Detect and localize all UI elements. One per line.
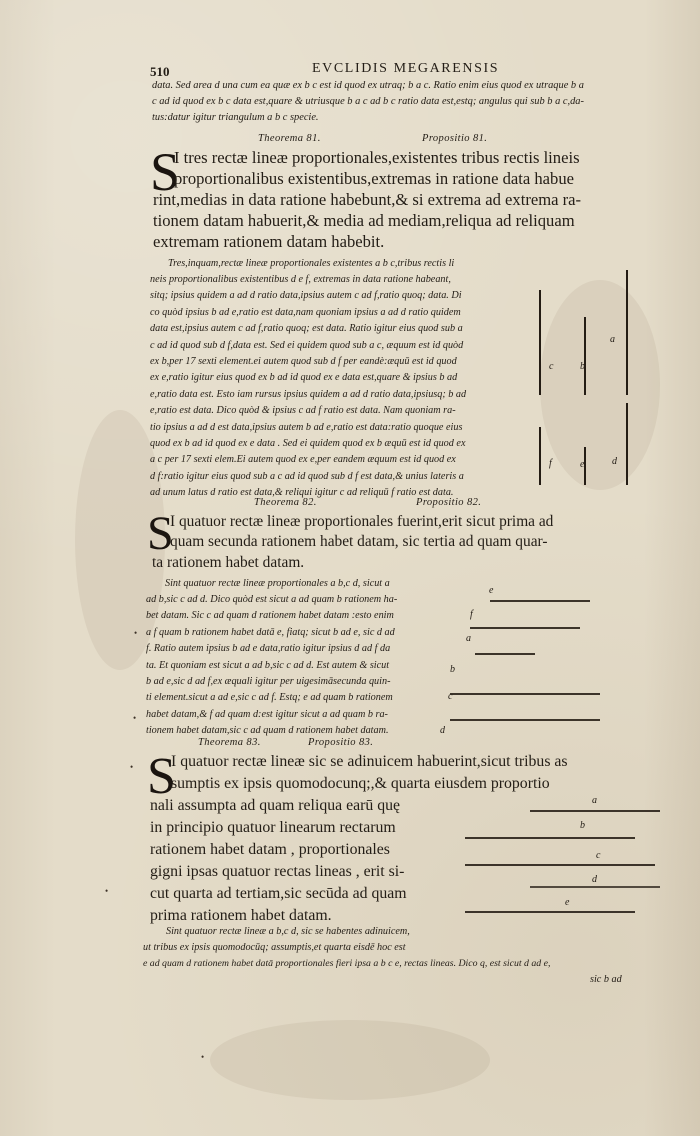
figure-proposition-83 (455, 795, 665, 915)
intro-paragraph (152, 78, 584, 127)
statement-line: ta rationem habet datam. (152, 554, 305, 571)
margin-dot: • (201, 1052, 205, 1062)
proposition-label: Propositio 81. (422, 133, 488, 144)
statement-line: rint,medias in data ratione habebunt,& si extrema ad extrema ra- (153, 190, 582, 209)
proof-line: bet datam. Sic c ad quam d rationem habet datam :esto enim (146, 610, 394, 622)
figure-label: c (448, 691, 453, 702)
proof-line: ad b,sic c ad d. Dico quòd est sicut a ad quam b rationem ha- (146, 594, 398, 605)
statement-line: I quatuor rectæ lineæ proportionales fuerint,erit sicut prima ad (170, 513, 554, 530)
proof-line: habet datam,& f ad quam d:est igitur sicut a ad quam b ra- (146, 708, 388, 720)
figure-label: b (580, 361, 585, 372)
drop-cap: S (147, 507, 174, 560)
proof-line: Sint quatuor rectæ lineæ proportionales a b,c d, sicut a (165, 578, 390, 589)
statement-line: tionem datam habuerit,& media ad mediam,reliqua ad reliquam (153, 211, 575, 230)
statement-line: prima rationem habet datam. (150, 907, 332, 924)
proof-line: ut tribus ex ipsis quomodocūq; assumptis,et quarta eisdē hoc est (143, 942, 406, 953)
proof-line: ad unum latus d ratio est data,& reliqui igitur c ad reliquū f ratio est data. (150, 487, 454, 499)
figure-label: d (592, 874, 597, 885)
proof-line: quod ex b ad id quod ex e data . Sed ei quidem quod ex b æquū est id quod ex (150, 438, 466, 450)
margin-dot: • (133, 713, 137, 723)
proof-line: c ad id quod sub d f,data est. Sed ei quidem quod sub a c, æquum est id quòd (150, 339, 464, 351)
theorem-label: Theorema 81. (258, 133, 321, 144)
proof-line: data est,ipsius autem c ad f,ratio quoq; est data. Ratio igitur eius quod sub a (150, 323, 463, 335)
figure-label: e (565, 897, 570, 908)
theorem-label: Theorema 82. (254, 497, 317, 508)
text-line: data. Sed area d una cum ea quæ ex b c est id quod ex utraq; b a c. Ratio enim eius quod ex utraque b a (152, 80, 584, 91)
figure-label: e (489, 585, 494, 596)
margin-dot: • (105, 886, 109, 896)
proof-line: ti element.sicut a ad e,sic c ad f. Estq; e ad quam b rationem (146, 692, 393, 704)
figure-label: c (596, 850, 601, 861)
proof-line: ta. Et quoniam est sicut a ad b,sic c ad d. Est autem & sicut (146, 659, 390, 671)
paper-stain (210, 1020, 490, 1100)
figure-label: a (466, 633, 471, 644)
statement-line: nali assumpta ad quam reliqua earū quę (150, 797, 401, 814)
figure-label: f (549, 458, 552, 469)
proof-line: co quòd ipsius b ad e,ratio est data,nam quoniam ipsius a ad d ratio quidem (150, 306, 461, 318)
margin-dot: • (134, 628, 138, 638)
figure-label: c (549, 361, 554, 372)
figure-label: f (470, 609, 473, 620)
proof-line: d f:ratio igitur eius quod sub a c ad id quod sub d f est data,& unius lateris a (150, 470, 464, 482)
statement-line: rationem habet datam , proportionales (150, 841, 390, 858)
proof-line: sic b ad (590, 974, 622, 985)
text-line: tus:datur igitur triangulum a b c specie. (152, 112, 319, 124)
proof-line: Tres,inquam,rectæ lineæ proportionales existentes a b c,tribus rectis li (168, 258, 455, 269)
figure-label: d (612, 456, 617, 467)
statement-line: proportionalibus existentibus,extremas in ratione data habue (174, 169, 574, 188)
figure-label: a (592, 795, 597, 806)
proof-line: Sint quatuor rectæ lineæ a b,c d, sic se habentes adinuicem, (166, 926, 410, 937)
figure-label: d (440, 725, 445, 736)
proof-line: e,ratio est data. Dico quòd & ipsius c ad f ratio est data. Nam quoniam ra- (150, 405, 456, 417)
proof-line: e ad quam d rationem habet datā proportionales fieri ipsa a b c e, rectas lineas. Dico q, est sicut d ad e, (143, 958, 551, 969)
statement-line: extremam rationem datam habebit. (153, 232, 385, 251)
folio-number: 510 (150, 64, 170, 79)
figure-label: b (580, 820, 585, 831)
statement-line: I tres rectæ lineæ proportionales,existentes tribus rectis lineis (174, 148, 580, 167)
proposition-label: Propositio 82. (416, 497, 482, 508)
proof-line: tionem habet datam,sic c ad quam d rationem habet datam. (146, 725, 389, 737)
proof-line: a c per 17 sexti elem.Ei autem quod ex e,per eandem æquum est id quod ex (150, 454, 456, 466)
statement-line: in principio quatuor linearum rectarum (150, 819, 396, 836)
figure-label: b (450, 664, 455, 675)
proposition-label: Propositio 83. (308, 737, 374, 748)
figure-label: e (580, 459, 585, 470)
proof-line: ex e,ratio igitur eius quod ex b ad id quod ex e data est,quare & ipsius b ad (150, 372, 458, 384)
figure-label: a (610, 334, 615, 345)
proof-line: b ad e,sic d ad f,ex æquali igitur per uigesimāsecunda quin- (146, 676, 391, 688)
statement-line: sumptis ex ipsis quomodocunq;,& quarta eiusdem proportio (171, 775, 550, 792)
proof-paragraph (150, 272, 466, 502)
text-line: c ad id quod ex b c data est,quare & utriusque b a c ad b c ratio data est,estq; angulus qui sub b a c,da- (152, 96, 584, 108)
running-title: EVCLIDIS MEGARENSIS (312, 61, 500, 76)
proof-line: ex b,per 17 sexti element.ei autem quod sub d f per eandè:æquū est id quod (150, 356, 457, 368)
proof-paragraph (146, 592, 397, 740)
proof-line: f. Ratio autem ipsius b ad e data,ratio igitur ipsius d ad f da (146, 643, 391, 655)
theorem-label: Theorema 83. (198, 737, 261, 748)
statement-line: quam secunda rationem habet datam, sic tertia ad quam quar- (170, 533, 548, 550)
statement-line: cut quarta ad tertiam,sic secūda ad quam (150, 885, 407, 902)
proof-line: sitq; ipsius quidem a ad d ratio data,ipsius autem c ad f,ratio quoq; data. Di (150, 290, 462, 302)
drop-cap: S (150, 142, 181, 202)
proof-line: neis proportionalibus existentibus d e f, extremas in data ratione habeant, (150, 274, 451, 285)
figure-proposition-81 (525, 255, 655, 515)
figure-proposition-82 (440, 586, 610, 736)
statement-line: I quatuor rectæ lineæ sic se adinuicem habuerint,sicut tribus as (171, 753, 568, 770)
proof-line: a f quam b rationem habet datā e, fiatq; sicut b ad e, sic d ad (146, 626, 395, 638)
drop-cap: S (147, 748, 176, 805)
proof-line: tio ipsius a ad d est data,ipsius autem b ad e,ratio est data:ratio quoque eius (150, 421, 463, 433)
statement-line: gigni ipsas quatuor rectas lineas , erit si- (150, 863, 405, 880)
proof-line: e,ratio data est. Esto iam rursus ipsius quidem a ad d ratio data,ipsiusq; b ad (150, 388, 467, 400)
margin-dot: • (130, 762, 134, 772)
